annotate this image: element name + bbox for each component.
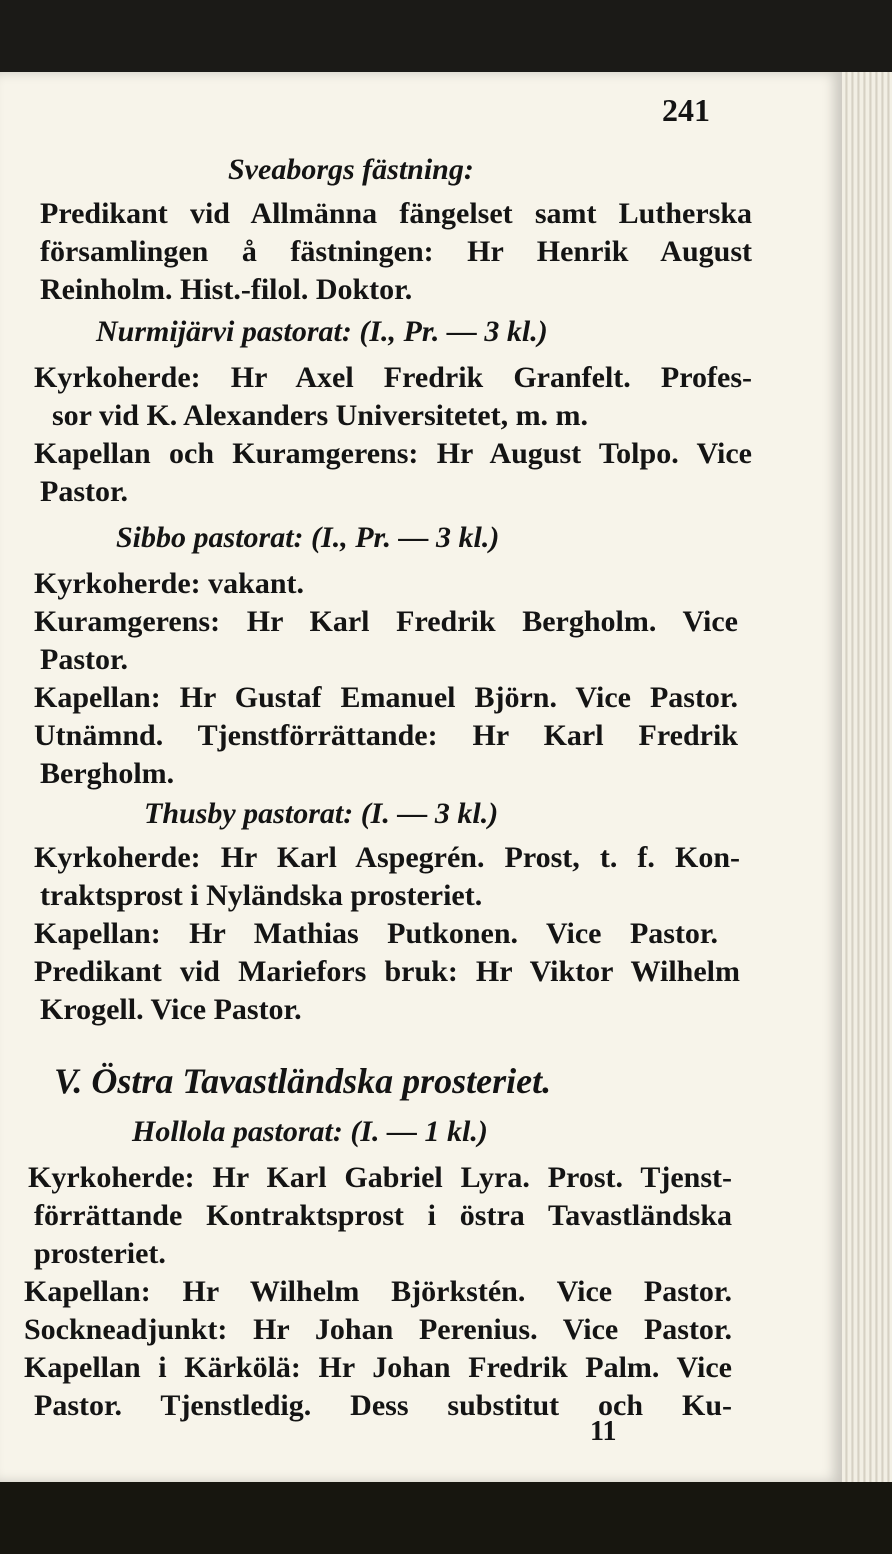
heading-nurmijarvi: Nurmijärvi pastorat: (I., Pr. — 3 kl.): [96, 315, 548, 348]
page-edges: [842, 72, 892, 1482]
page-number: 241: [662, 92, 710, 128]
text-line: Kapellan: Hr Gustaf Emanuel Björn. Vice Pastor.: [34, 681, 738, 714]
text-line: Bergholm.: [40, 757, 175, 790]
text-line: sor vid K. Alexanders Universitetet, m. m.: [52, 399, 589, 432]
text-line: Predikant vid Allmänna fängelset samt Lutherska: [40, 197, 752, 230]
text-line: Pastor. Tjenstledig. Dess substitut och Ku-: [34, 1389, 732, 1422]
text-line: Kapellan: Hr Mathias Putkonen. Vice Pastor.: [34, 917, 718, 950]
text-line: Kyrkoherde: Hr Karl Gabriel Lyra. Prost. Tjenst-: [28, 1161, 732, 1194]
text-line: traktsprost i Nyländska prosteriet.: [40, 879, 483, 912]
heading-ostra: V. Östra Tavastländska prosteriet.: [54, 1061, 552, 1101]
text-line: Reinholm. Hist.-filol. Doktor.: [40, 273, 413, 306]
text-line: Kapellan: Hr Wilhelm Björkstén. Vice Pastor.: [24, 1275, 732, 1308]
text-line: Kapellan i Kärkölä: Hr Johan Fredrik Palm. Vice: [24, 1351, 732, 1384]
text-line: Krogell. Vice Pastor.: [40, 993, 302, 1026]
text-line: församlingen å fästningen: Hr Henrik August: [40, 235, 752, 268]
text-line: prosteriet.: [34, 1237, 166, 1270]
text-line: Kyrkoherde: vakant.: [34, 567, 304, 600]
text-line: Kyrkoherde: Hr Axel Fredrik Granfelt. Profes-: [34, 361, 752, 394]
text-line: Sockneadjunkt: Hr Johan Perenius. Vice Pastor.: [24, 1313, 732, 1346]
text-line: Kuramgerens: Hr Karl Fredrik Bergholm. Vice: [34, 605, 738, 638]
signature-mark: 11: [590, 1416, 617, 1447]
text-line: Kapellan och Kuramgerens: Hr August Tolpo. Vice: [34, 437, 752, 470]
text-line: Kyrkoherde: Hr Karl Aspegrén. Prost, t. f. Kon-: [34, 841, 740, 874]
text-line: Predikant vid Mariefors bruk: Hr Viktor Wilhelm: [34, 955, 740, 988]
text-line: Utnämnd. Tjenstförrättande: Hr Karl Fredrik: [34, 719, 738, 752]
text-line: Pastor.: [40, 475, 129, 508]
heading-thusby: Thusby pastorat: (I. — 3 kl.): [144, 797, 499, 830]
text-line: förrättande Kontraktsprost i östra Tavastländska: [34, 1199, 732, 1232]
text-line: Pastor.: [40, 643, 129, 676]
dark-background: [0, 1482, 892, 1554]
heading-sveaborg: Sveaborgs fästning:: [228, 153, 474, 186]
heading-hollola: Hollola pastorat: (I. — 1 kl.): [132, 1115, 488, 1148]
heading-sibbo: Sibbo pastorat: (I., Pr. — 3 kl.): [116, 521, 500, 554]
